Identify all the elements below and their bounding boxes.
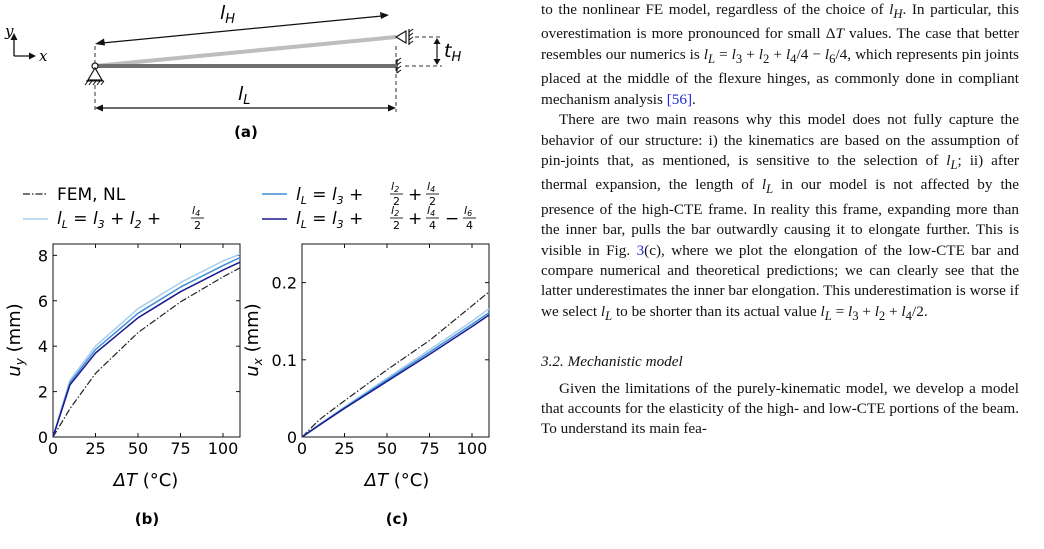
- plot-c-ylabel: $u_x$ (mm): [242, 303, 265, 377]
- legend: [23, 180, 476, 232]
- plot-c-ytick-label: 0: [286, 428, 297, 447]
- figure-ref-link[interactable]: 3: [636, 241, 645, 259]
- plot-c-ticks: [272, 244, 489, 458]
- svg-text:l6: l6: [464, 204, 473, 218]
- caption-c: (c): [385, 510, 409, 528]
- roller-support-icon: [396, 29, 413, 45]
- svg-text:l4: l4: [192, 204, 201, 218]
- plot-c-ytick-label: 0.2: [271, 273, 297, 293]
- plot-b-series-1: [53, 268, 240, 437]
- svg-text:2: 2: [194, 219, 201, 232]
- caption-a: (a): [234, 123, 258, 141]
- legend-label-series2: $l_L = l_3 + l_2$ +: [57, 209, 162, 231]
- plot-b-series-4: [53, 262, 240, 437]
- plot-b-ytick-label: 0: [37, 428, 48, 447]
- svg-text:2: 2: [393, 219, 400, 232]
- plot-c-xtick-label: 50: [376, 439, 398, 458]
- tH-label: $t_H$: [444, 40, 462, 65]
- pin-support-icon: [88, 68, 102, 80]
- lL-arrowhead-left: [95, 105, 103, 112]
- plot-b-xtick-label: 50: [127, 439, 149, 458]
- paragraph-3: Given the limitations of the purely-kinematic model, we develop a model that accounts for the elasticity of the high- and low-CTE portions of the beam. To understand its main fea-: [541, 379, 1019, 438]
- plot-b-xtick-label: 100: [207, 439, 239, 458]
- lL-label: $l_L$: [238, 83, 251, 108]
- legend-frac-series4: [390, 204, 476, 232]
- body-text-column: [541, 0, 1019, 440]
- figure-3: [0, 0, 520, 549]
- plot-b-xtick-label: 0: [47, 439, 59, 458]
- plot-c-xtick-label: 75: [419, 439, 440, 458]
- schematic-panel-a: [4, 2, 461, 141]
- fixed-support-icon: [397, 58, 401, 73]
- plot-c-xlabel: ΔT (°C): [364, 470, 430, 491]
- legend-frac-series3: [390, 180, 439, 208]
- legend-label-series4: $l_L = l_3$ +: [296, 209, 364, 231]
- legend-frac-series2: [191, 204, 204, 232]
- plot-b-xlabel: ΔT (°C): [113, 470, 179, 491]
- plot-b-series-2: [53, 254, 240, 437]
- plot-b-ytick-label: 4: [37, 337, 48, 357]
- lH-arrowhead-right: [380, 12, 389, 19]
- lH-arrowhead-left: [95, 39, 105, 46]
- plot-c-series-4: [302, 315, 489, 437]
- tH-arrowhead-bottom: [434, 59, 441, 65]
- plot-c-xtick-label: 0: [296, 439, 308, 458]
- x-axis-letter: x: [39, 47, 48, 65]
- plot-b-series-3: [53, 258, 240, 437]
- section-heading: 3.2. Mechanistic model: [541, 353, 683, 371]
- svg-text:l2: l2: [391, 180, 400, 194]
- plot-b-ytick-label: 6: [37, 291, 48, 311]
- svg-text:+: +: [408, 209, 423, 229]
- tH-arrowhead-top: [434, 38, 441, 44]
- plot-b-ylabel: $u_y$ (mm): [4, 303, 27, 377]
- svg-text:−: −: [445, 209, 460, 229]
- plot-b: [4, 244, 240, 528]
- svg-text:l4: l4: [427, 204, 436, 218]
- plot-b-ytick-label: 2: [37, 382, 48, 402]
- svg-text:l2: l2: [391, 204, 400, 218]
- high-cte-bar: [95, 37, 396, 66]
- citation-link[interactable]: [56]: [666, 90, 693, 108]
- x-arrowhead: [29, 53, 36, 60]
- plot-c-xtick-label: 25: [334, 439, 355, 458]
- plot-c-lines: [302, 292, 489, 437]
- caption-b: (b): [134, 510, 160, 528]
- plot-b-xtick-label: 75: [170, 439, 191, 458]
- legend-label-series3: $l_L = l_3$ +: [296, 185, 364, 207]
- svg-text:+: +: [408, 185, 423, 205]
- svg-text:2: 2: [393, 195, 400, 208]
- svg-text:4: 4: [466, 219, 473, 232]
- lL-arrowhead-right: [388, 105, 396, 112]
- plot-b-lines: [53, 254, 240, 437]
- svg-text:4: 4: [429, 219, 436, 232]
- plot-b-frame: [53, 244, 240, 437]
- svg-text:2: 2: [429, 195, 436, 208]
- plot-b-xtick-label: 25: [85, 439, 106, 458]
- paragraph-2: There are two main reasons why this model does not fully capture the behavior of our structure: i) the kinematics are based on the assumption of pin-joints that, as mentioned, is sensitive to the selection of $l_L$; ii) after thermal expansion, the length of $l_L$ in our model is not affected by the presence of the high-CTE frame. In reality this frame, expanding more than the inner bar, pulls the bar outwardly causing it to elongate further. This is visible in Fig. 3(c), where we plot the elongation of the low-CTE bar and compare numerical and theoretical predictions; we can clearly see that the latter underestimates the inner bar elongation. This underestimation is worse if we select $l_L$ to be shorter than its actual value $l_L = l_3 + l_2 + l_4/2$.: [541, 111, 1020, 323]
- plot-c-xtick-label: 100: [456, 439, 488, 458]
- plot-c-frame: [302, 244, 489, 437]
- y-axis-letter: y: [5, 22, 14, 40]
- legend-label-fem: FEM, NL: [57, 185, 126, 205]
- plot-c-ytick-label: 0.1: [271, 350, 297, 370]
- plot-b-ytick-label: 8: [37, 246, 48, 266]
- svg-text:l4: l4: [427, 180, 436, 194]
- lH-dimension-line: [102, 16, 382, 43]
- lH-label: $l_H$: [220, 2, 236, 27]
- ground-hatch-left: [85, 81, 104, 85]
- plot-c: [242, 244, 489, 528]
- plot-c-series-1: [302, 292, 489, 437]
- paragraph-1: to the nonlinear FE model, regardless of the choice of $l_H$. In particular, this overestimation is more pronounced for small ΔT values. The case that better resembles our numerics is $l_L = l_3 + l_2 + l_4/4 - l_6/4$, which represents pin joints placed at the middle of the flexure hinges, as commonly done in compliant mechanism analysis [56].: [541, 1, 1020, 108]
